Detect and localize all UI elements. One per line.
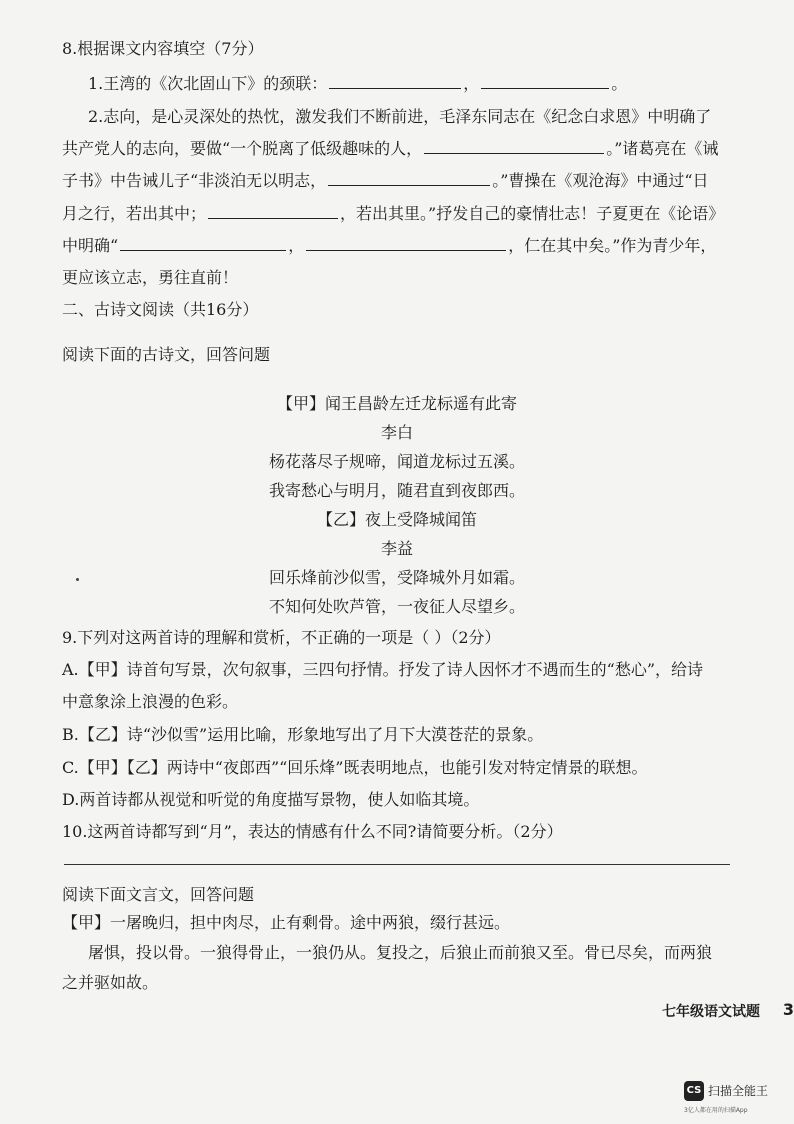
q8-heading: 8.根据课文内容填空（7分） [62, 39, 264, 58]
q9-option-d: D.两首诗都从视觉和听觉的角度描写景物，使人如临其境。 [62, 790, 480, 809]
text: ， [288, 236, 305, 255]
q8-sub2-line2 [62, 138, 718, 160]
scanner-logo-icon: CS [684, 1081, 704, 1101]
q9-option-a-cont: 中意象涂上浪漫的色彩。 [62, 692, 239, 711]
answer-blank[interactable] [306, 236, 506, 251]
q8-sub2-line1: 2.志向，是心灵深处的热忱，激发我们不断前进，毛泽东同志在《纪念白求恩》中明确了 [88, 107, 712, 126]
answer-blank[interactable] [120, 236, 286, 251]
poem-a-line: 我寄愁心与明月，随君直到夜郎西。 [268, 481, 525, 500]
poem-b-author: 李益 [380, 539, 413, 558]
text: 共产党人的志向，要做“一个脱离了低级趣味的人， [62, 139, 423, 158]
answer-blank[interactable] [328, 171, 490, 186]
poem-a-author: 李白 [380, 423, 413, 442]
poem-b-title: 【乙】夜上受降城闻笛 [316, 510, 477, 529]
q8-sub1-text: 1.王湾的《次北固山下》的颈联： [88, 74, 328, 93]
q9-option-b: B.【乙】诗“沙似雪”运用比喻，形象地写出了月下大漠苍茫的景象。 [62, 725, 544, 744]
q8-sub2-line3 [62, 170, 709, 192]
q8-sub2-line6: 更应该立志，勇往直前！ [62, 268, 239, 287]
q8-sub1 [88, 73, 627, 95]
answer-blank[interactable] [424, 139, 604, 154]
q9-option-a: A.【甲】诗首句写景，次句叙事，三四句抒情。抒发了诗人因怀才不遇而生的“愁心”，给诗 [62, 660, 704, 679]
punct: 。 [611, 74, 628, 93]
section2-heading: 二、古诗文阅读（共16分） [62, 300, 259, 319]
poem-b-line: 不知何处吹芦管，一夜征人尽望乡。 [268, 597, 525, 616]
text: ，若出其里。”抒发自己的豪情壮志！子夏更在《论语》 [340, 204, 725, 223]
prose-intro: 阅读下面文言文，回答问题 [62, 885, 255, 904]
text: 子书》中告诫儿子“非淡泊无以明志， [62, 171, 327, 190]
answer-blank[interactable] [208, 204, 338, 219]
text: 月之行，若出其中； [62, 204, 207, 223]
page-number: 3 [782, 1000, 794, 1019]
text: 。”曹操在《观沧海》中通过“日 [492, 171, 709, 190]
footer-label: 七年级语文试题 [662, 1004, 760, 1020]
text: 。”诸葛亮在《诫 [606, 139, 719, 158]
q10-stem: 10.这两首诗都写到“月”，表达的情感有什么不同?请简要分析。（2分） [62, 822, 563, 841]
prose-para: 【甲】一屠晚归，担中肉尽，止有剩骨。途中两狼，缀行甚远。 [62, 913, 511, 932]
answer-blank[interactable] [329, 74, 461, 89]
scanner-name: 扫描全能王 [708, 1084, 769, 1098]
scanner-tagline: 3亿人都在用的扫描App [684, 1107, 748, 1114]
q9-option-c: C.【甲】【乙】两诗中“夜郎西”“回乐烽”既表明地点，也能引发对特定情景的联想。 [62, 758, 648, 777]
q8-sub2-line5 [62, 235, 716, 257]
section2-intro: 阅读下面的古诗文，回答问题 [62, 345, 271, 364]
scanner-watermark [684, 1081, 790, 1117]
poem-b-line: 回乐烽前沙似雪，受降城外月如霜。 [268, 568, 525, 587]
poem-a-line: 杨花落尽子规啼，闻道龙标过五溪。 [268, 452, 525, 471]
poem-a-title: 【甲】闻王昌龄左迁龙标遥有此寄 [276, 394, 517, 413]
q10-answer-line[interactable] [64, 864, 730, 865]
punct: ， [463, 74, 480, 93]
q8-sub2-line4 [62, 203, 724, 225]
text: ，仁在其中矣。”作为青少年， [508, 236, 717, 255]
q9-stem: 9.下列对这两首诗的理解和赏析，不正确的一项是（ ）（2分） [62, 628, 501, 647]
scan-speck [76, 578, 79, 581]
prose-para: 屠惧，投以骨。一狼得骨止，一狼仍从。复投之，后狼止而前狼又至。骨已尽矣，而两狼 [88, 943, 713, 962]
text: 中明确“ [62, 236, 119, 255]
answer-blank[interactable] [481, 74, 609, 89]
prose-para-cont: 之并驱如故。 [62, 973, 159, 992]
